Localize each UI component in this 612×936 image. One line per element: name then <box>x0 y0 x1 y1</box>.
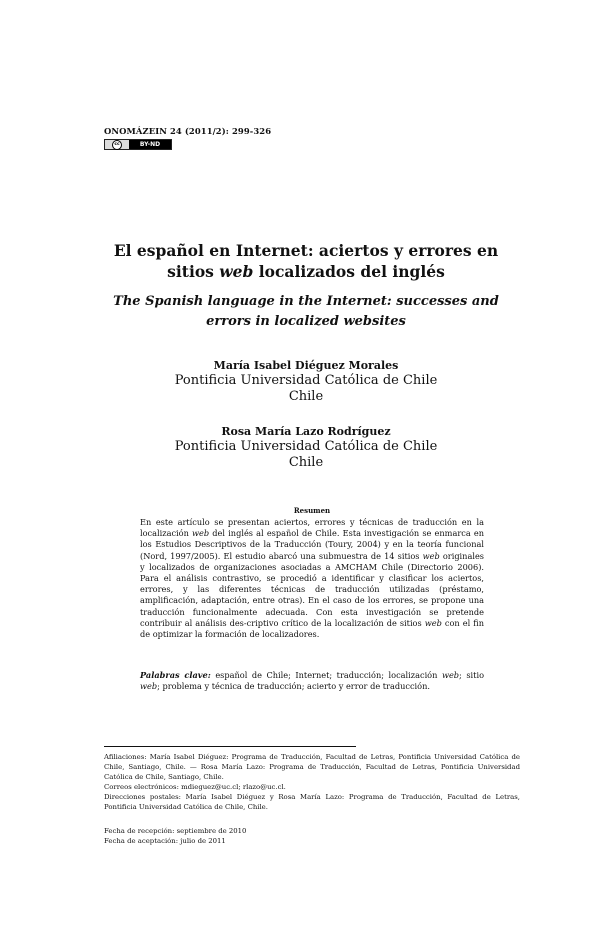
keywords-text: ; problema y técnica de traducción; acierto y error de traducción. <box>157 681 430 692</box>
keywords-italic: web <box>140 681 158 692</box>
footnote-affiliations: Afiliaciones: María Isabel Diéguez: Programa de Traducción, Facultad de Letras, Pontificia Universidad Católica de Chile, Santiago, Chile. — Rosa María Lazo: Programa de Traducción, Facultad de Letras, Pontificia Universidad Católica de Chile, Santiago, Chile. <box>104 753 520 781</box>
author-2 <box>96 424 516 471</box>
footnote-emails: Correos electrónicos: mdieguez@uc.cl; rlazo@uc.cl. <box>104 783 286 791</box>
title-en-line2: errors in localized websites <box>206 314 406 329</box>
creative-commons-icon: cc <box>112 140 122 150</box>
footnote-divider <box>104 746 356 747</box>
journal-reference: ONOMÁZEIN 24 (2011/2): 299-326 <box>104 126 272 136</box>
abstract-italic: web <box>192 528 210 539</box>
author-name: Rosa María Lazo Rodríguez <box>221 425 391 438</box>
abstract-italic: web <box>424 617 442 628</box>
keywords-text: ; sitio <box>459 670 484 680</box>
license-type: BY-ND <box>139 141 161 148</box>
author-affiliation: Pontificia Universidad Católica de Chile <box>174 373 438 388</box>
title-es-line2-pre: sitios <box>167 262 220 281</box>
title-es-line2-post: localizados del inglés <box>253 262 445 281</box>
title-english <box>96 292 516 332</box>
keywords-label: Palabras clave: <box>140 670 211 680</box>
author-1 <box>96 358 516 405</box>
title-es-line1: El español en Internet: aciertos y errores en <box>113 241 499 260</box>
abstract-body <box>140 517 484 640</box>
abstract-italic: web <box>422 550 440 561</box>
cc-part <box>105 140 129 149</box>
date-accepted: Fecha de aceptación: julio de 2011 <box>104 837 226 845</box>
abstract-text: con el fin de optimizar la formación de localizadores. <box>140 617 484 640</box>
author-name: María Isabel Diéguez Morales <box>213 359 399 372</box>
author-affiliation: Pontificia Universidad Católica de Chile <box>174 439 438 454</box>
abstract-text: originales y localizados de organizaciones asociadas a AMCHAM Chile (Directorio 2006). Para el análisis contrastivo, se procedió a identificar y clasificar los aciertos, errores, y las diferentes técnicas de traducción utilizadas (préstamo, amplificación, adaptación, entre otras). En el caso de los errores, se propone una traducción funcionalmente adecuada. Con esta investigación se pretende contribuir al análisis des-criptivo crítico de la localización de sitios <box>140 550 484 628</box>
author-country: Chile <box>288 455 324 470</box>
author-country: Chile <box>288 389 324 404</box>
title-en-line1: The Spanish language in the Internet: successes and <box>113 294 499 309</box>
submission-dates <box>104 826 520 846</box>
footnote-addresses: Direcciones postales: María Isabel Diéguez y Rosa María Lazo: Programa de Traducción, Facultad de Letras, Pontificia Universidad Católica de Chile, Chile. <box>104 793 520 811</box>
keywords <box>140 670 484 692</box>
keywords-text: español de Chile; Internet; traducción; localización <box>210 670 442 680</box>
abstract-text: En este artículo se presentan aciertos, errores y técnicas de traducción en la localización <box>140 517 484 539</box>
cc-license-badge[interactable] <box>104 139 172 150</box>
abstract-heading: Resumen <box>293 506 331 515</box>
keywords-italic: web <box>441 670 460 680</box>
footnotes <box>104 752 520 812</box>
date-received: Fecha de recepción: septiembre de 2010 <box>104 827 247 835</box>
title-es-line2-italic: web <box>219 262 254 281</box>
abstract-text: del inglés al español de Chile. Esta investigación se enmarca en los Estudios Descriptivos de la Traducción (Toury, 2004) y en la teoría funcional (Nord, 1997/2005). El estudio abarcó una submuestra de 14 sitios <box>140 528 484 561</box>
title-spanish <box>96 240 516 282</box>
